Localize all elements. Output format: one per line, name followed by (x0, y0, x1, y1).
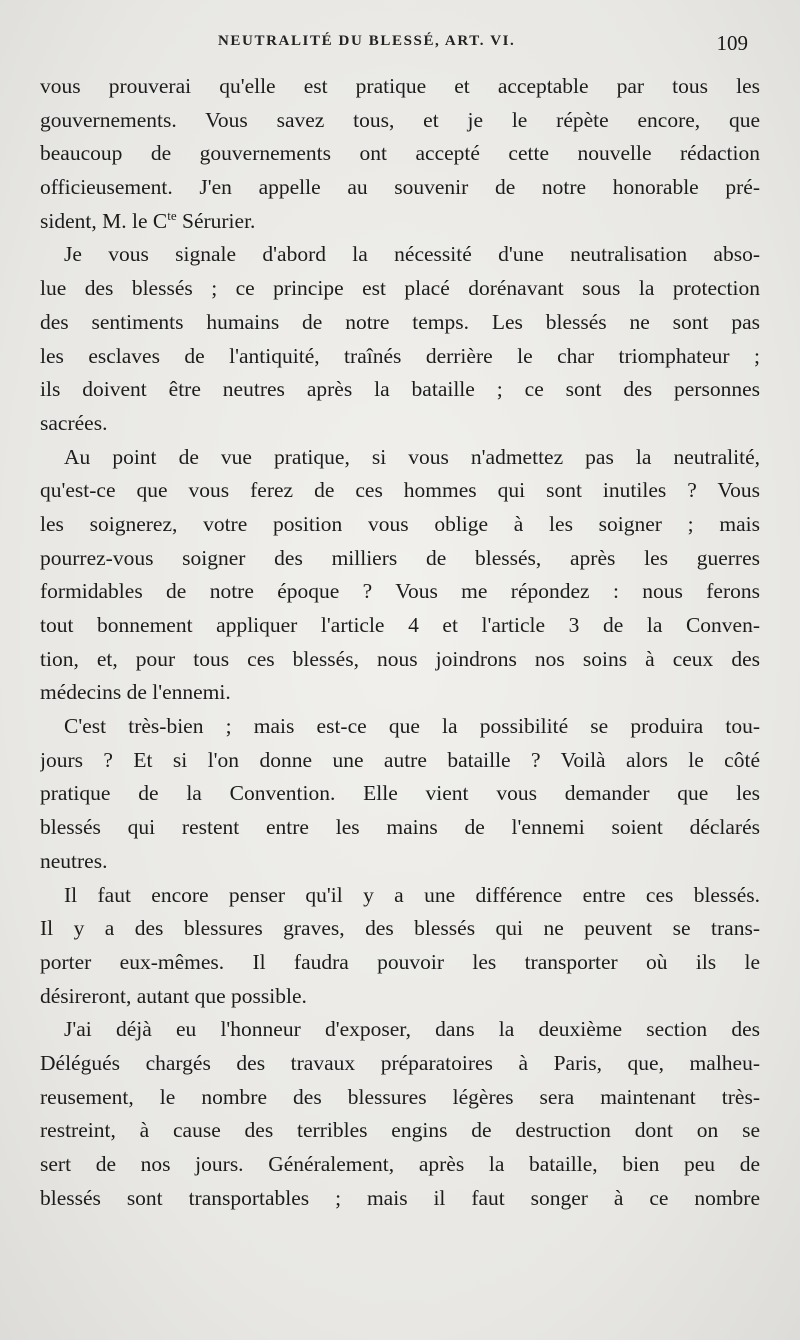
text-line: J'ai déjà eu l'honneur d'exposer, dans la deuxième section des (64, 1017, 760, 1042)
text-line: Il y a des blessures graves, des blessés qui ne peuvent se trans- (40, 916, 760, 941)
text-line: Je vous signale d'abord la nécessité d'une neutralisation abso- (64, 242, 760, 267)
text-line: gouvernements. Vous savez tous, et je le répète encore, que (40, 107, 760, 132)
text-line: lue des blessés ; ce principe est placé dorénavant sous la protection (40, 276, 760, 301)
text-line: C'est très-bien ; mais est-ce que la possibilité se produira tou- (64, 714, 760, 739)
running-title: NEUTRALITÉ DU BLESSÉ, ART. VI. (218, 33, 516, 49)
text-line: pourrez-vous soigner des milliers de blessés, après les guerres (40, 545, 760, 570)
text-line: tion, et, pour tous ces blessés, nous joindrons nos soins à ceux des (40, 646, 760, 671)
text-line: sident, M. le $C^{te}$ Sérurier. (40, 207, 256, 233)
text-line: les soignerez, votre position vous oblige à les soigner ; mais (40, 511, 760, 536)
text-line: médecins de l'ennemi. (40, 680, 231, 705)
text-line: ils doivent être neutres après la bataille ; ce sont des personnes (40, 377, 760, 402)
text-line: restreint, à cause des terribles engins de destruction dont on se (40, 1118, 760, 1143)
text-line: les esclaves de l'antiquité, traînés derrière le char triomphateur ; (40, 343, 760, 368)
text-line: reusement, le nombre des blessures légères sera maintenant très- (40, 1084, 760, 1109)
text-line: vous prouverai qu'elle est pratique et acceptable par tous les (40, 74, 760, 98)
text-line: désireront, autant que possible. (40, 983, 307, 1008)
text-line: beaucoup de gouvernements ont accepté cette nouvelle rédaction (40, 141, 760, 166)
text-line: Au point de vue pratique, si vous n'admettez pas la neutralité, (64, 444, 760, 469)
text-line: formidables de notre époque ? Vous me répondez : nous ferons (40, 579, 760, 604)
text-line: qu'est-ce que vous ferez de ces hommes qui sont inutiles ? Vous (40, 478, 760, 503)
body-text (40, 70, 760, 1215)
text-line: sacrées. (40, 410, 108, 435)
text-line: sert de nos jours. Généralement, après la bataille, bien peu de (40, 1152, 760, 1176)
text-line: neutres. (40, 848, 108, 873)
superscript: te (167, 207, 177, 223)
running-header (0, 33, 800, 61)
text-line: jours ? Et si l'on donne une autre bataille ? Voilà alors le côté (40, 747, 760, 772)
page-number: 109 (716, 31, 748, 55)
text-line: officieusement. J'en appelle au souvenir de notre honorable pré- (40, 175, 760, 200)
text-line: des sentiments humains de notre temps. Les blessés ne sont pas (40, 309, 760, 334)
text-line: pratique de la Convention. Elle vient vous demander que les (40, 781, 760, 806)
text-line: tout bonnement appliquer l'article 4 et l'article 3 de la Conven- (40, 613, 760, 637)
text-line: Il faut encore penser qu'il y a une différence entre ces blessés. (64, 882, 760, 907)
text-line: Délégués chargés des travaux préparatoires à Paris, que, malheu- (40, 1050, 760, 1075)
text-line: porter eux-mêmes. Il faudra pouvoir les transporter où ils le (40, 949, 760, 974)
text-line: blessés sont transportables ; mais il faut songer à ce nombre (40, 1185, 760, 1210)
text-line: blessés qui restent entre les mains de l'ennemi soient déclarés (40, 815, 760, 840)
